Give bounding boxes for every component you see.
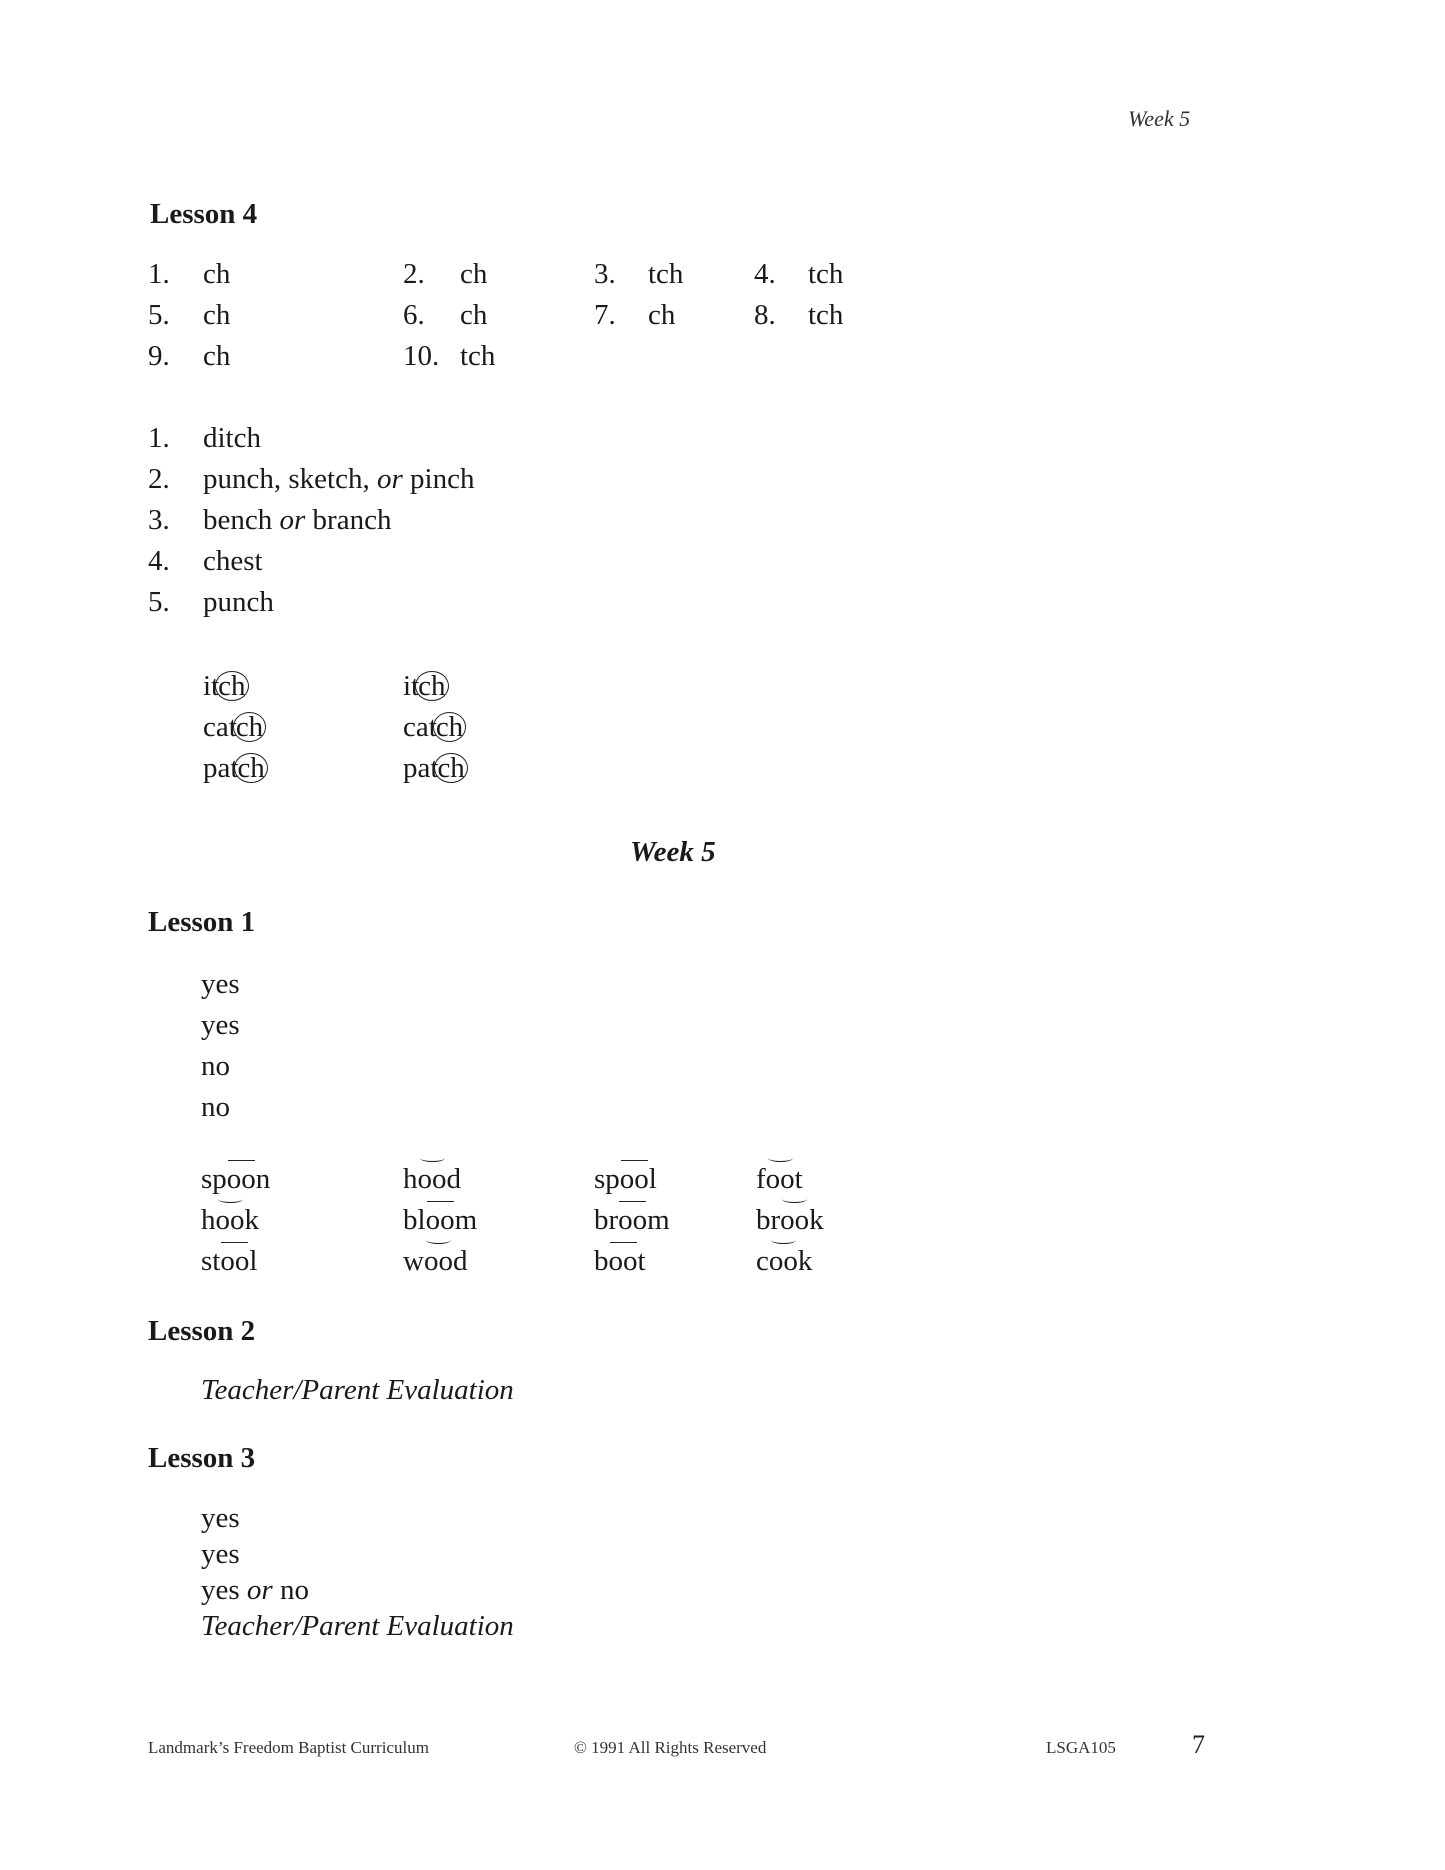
running-header: Week 5 bbox=[1128, 106, 1191, 131]
week-heading: Week 5 bbox=[630, 836, 716, 868]
short-vowel-word: hood bbox=[403, 1163, 461, 1195]
list-item: punch, sketch, or pinch bbox=[203, 463, 475, 495]
short-vowel-mark: oo bbox=[780, 1204, 810, 1236]
short-vowel-mark: oo bbox=[765, 1163, 795, 1195]
grid-number: 1. bbox=[148, 258, 170, 290]
circle-mark: ch bbox=[233, 712, 266, 742]
grid-answer: tch bbox=[808, 258, 844, 290]
long-vowel-mark: oo bbox=[220, 1245, 250, 1277]
long-vowel-word: stool bbox=[201, 1245, 258, 1277]
circle-mark: ch bbox=[434, 753, 467, 783]
answer: yes bbox=[201, 1538, 240, 1570]
circle-mark: ch bbox=[415, 671, 448, 701]
circle-mark: ch bbox=[215, 671, 248, 701]
grid-answer: tch bbox=[460, 340, 496, 372]
list-number: 1. bbox=[148, 422, 170, 454]
grid-number: 10. bbox=[403, 340, 440, 372]
long-vowel-mark: oo bbox=[618, 1204, 648, 1236]
answer: no bbox=[201, 1050, 230, 1082]
short-vowel-word: wood bbox=[403, 1245, 468, 1277]
grid-number: 7. bbox=[594, 299, 616, 331]
grid-answer: ch bbox=[203, 340, 231, 372]
circled-word: patch bbox=[203, 752, 268, 785]
short-vowel-mark: oo bbox=[423, 1245, 453, 1277]
list-item: punch bbox=[203, 586, 274, 618]
lesson-2-evaluation: Teacher/Parent Evaluation bbox=[201, 1374, 514, 1406]
answer: no bbox=[201, 1091, 230, 1123]
footer-curriculum: Landmark’s Freedom Baptist Curriculum bbox=[148, 1738, 429, 1757]
grid-number: 4. bbox=[754, 258, 776, 290]
answer: yes bbox=[201, 1502, 240, 1534]
long-vowel-word: spoon bbox=[201, 1163, 271, 1195]
answer: yes or no bbox=[201, 1574, 309, 1606]
long-vowel-mark: oo bbox=[425, 1204, 455, 1236]
short-vowel-mark: oo bbox=[417, 1163, 447, 1195]
grid-number: 5. bbox=[148, 299, 170, 331]
list-item: bench or branch bbox=[203, 504, 392, 536]
circled-word: itch bbox=[203, 670, 249, 703]
grid-answer: ch bbox=[203, 258, 231, 290]
lesson-3-evaluation: Teacher/Parent Evaluation bbox=[201, 1610, 514, 1642]
answer: yes bbox=[201, 1009, 240, 1041]
long-vowel-word: broom bbox=[594, 1204, 670, 1236]
list-number: 4. bbox=[148, 545, 170, 577]
short-vowel-mark: oo bbox=[768, 1245, 798, 1277]
lesson-4-heading: Lesson 4 bbox=[150, 198, 258, 230]
short-vowel-mark: oo bbox=[215, 1204, 245, 1236]
short-vowel-word: cook bbox=[756, 1245, 813, 1277]
grid-answer: ch bbox=[648, 299, 676, 331]
list-number: 2. bbox=[148, 463, 170, 495]
grid-answer: ch bbox=[460, 299, 488, 331]
circle-mark: ch bbox=[234, 753, 267, 783]
grid-answer: ch bbox=[203, 299, 231, 331]
footer-code: LSGA105 bbox=[1046, 1738, 1116, 1757]
footer-copyright: © 1991 All Rights Reserved bbox=[574, 1738, 767, 1757]
long-vowel-mark: oo bbox=[608, 1245, 638, 1277]
grid-answer: tch bbox=[648, 258, 684, 290]
lesson-2-heading: Lesson 2 bbox=[148, 1315, 256, 1347]
answer: yes bbox=[201, 968, 240, 1000]
grid-number: 2. bbox=[403, 258, 425, 290]
list-number: 3. bbox=[148, 504, 170, 536]
grid-answer: tch bbox=[808, 299, 844, 331]
long-vowel-mark: oo bbox=[619, 1163, 649, 1195]
grid-number: 6. bbox=[403, 299, 425, 331]
long-vowel-mark: oo bbox=[226, 1163, 256, 1195]
circled-word: catch bbox=[403, 711, 466, 744]
long-vowel-word: spool bbox=[594, 1163, 657, 1195]
list-item: ditch bbox=[203, 422, 261, 454]
long-vowel-word: boot bbox=[594, 1245, 646, 1277]
lesson-1-heading: Lesson 1 bbox=[148, 906, 256, 938]
grid-number: 3. bbox=[594, 258, 616, 290]
circled-word: patch bbox=[403, 752, 468, 785]
circled-word: itch bbox=[403, 670, 449, 703]
short-vowel-word: brook bbox=[756, 1204, 824, 1236]
short-vowel-word: hook bbox=[201, 1204, 259, 1236]
short-vowel-word: foot bbox=[756, 1163, 803, 1195]
lesson-3-heading: Lesson 3 bbox=[148, 1442, 256, 1474]
list-number: 5. bbox=[148, 586, 170, 618]
long-vowel-word: bloom bbox=[403, 1204, 478, 1236]
circled-word: catch bbox=[203, 711, 266, 744]
list-item: chest bbox=[203, 545, 263, 577]
circle-mark: ch bbox=[433, 712, 466, 742]
grid-number: 9. bbox=[148, 340, 170, 372]
grid-number: 8. bbox=[754, 299, 776, 331]
page-number: 7 bbox=[1192, 1730, 1205, 1759]
grid-answer: ch bbox=[460, 258, 488, 290]
